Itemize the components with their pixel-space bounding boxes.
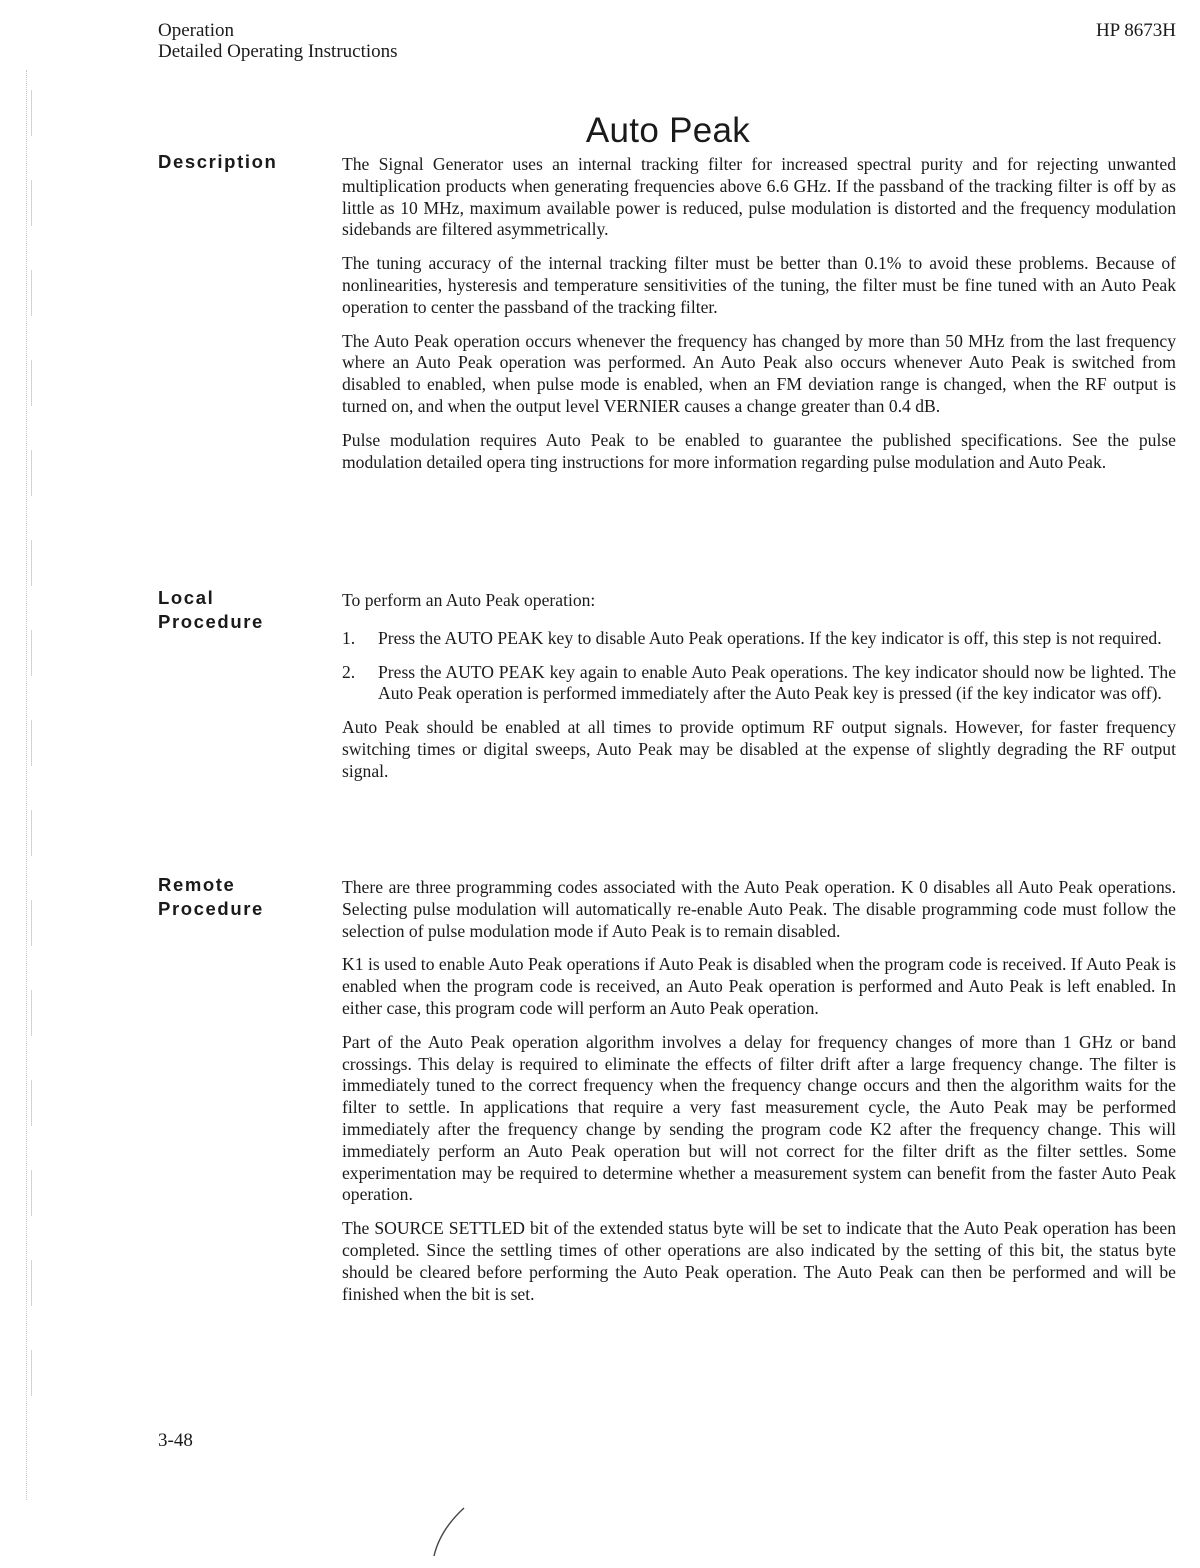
local-label-line2: Procedure [158, 611, 264, 632]
local-procedure-heading [158, 586, 308, 634]
local-procedure-body [342, 590, 1176, 795]
paragraph: The Signal Generator uses an internal tracking filter for increased spectral purity and for rejecting unwanted multiplication products when generating frequencies above 6.6 GHz. If the passband of the tracking filter is off by as little as 10 MHz, maximum available power is reduced, pulse modulation is distorted and the frequency modulation sidebands are filtered asymmetrically. [342, 154, 1176, 240]
header-subsection: Detailed Operating Instructions [158, 41, 398, 62]
pen-stroke-mark [430, 1500, 490, 1560]
list-item [342, 662, 1176, 706]
description-label: Description [158, 151, 278, 172]
local-closing: Auto Peak should be enabled at all times to provide optimum RF output signals. However, for faster frequency switching times or digital sweeps, Auto Peak may be disabled at the expense of slightly degrading the RF output signal. [342, 717, 1176, 781]
step-number: 1. [342, 627, 356, 648]
paragraph: The Auto Peak operation occurs whenever the frequency has changed by more than 50 MHz from the last frequency where an Auto Peak operation was performed. An Auto Peak also occurs whenever Auto Peak is switched from disabled to enabled, when pulse mode is enabled, when an FM deviation range is changed, when the RF output is turned on, and when the output level VERNIER causes a change greater than 0.4 dB. [342, 330, 1176, 416]
description-body [342, 154, 1176, 485]
remote-label-line2: Procedure [158, 898, 264, 919]
step-text: Press the AUTO PEAK key again to enable Auto Peak operations. The key indicator should now be lighted. The Auto Peak operation is performed immediately after the Auto Peak key is pressed (if the key indicator was off). [378, 661, 1176, 704]
list-item [342, 628, 1176, 650]
scan-binding-edge [26, 70, 39, 1500]
remote-procedure-body [342, 877, 1176, 1317]
paragraph: K1 is used to enable Auto Peak operations if Auto Peak is disabled when the program code is received. If Auto Peak is enabled when the program code is received, an Auto Peak operation is performed and Auto Peak is left enabled. In either case, this program code will perform an Auto Peak operation. [342, 954, 1176, 1018]
header-section: Operation [158, 20, 234, 41]
running-header [158, 20, 398, 62]
page-number: 3-48 [158, 1430, 193, 1451]
description-heading [158, 150, 308, 174]
paragraph: There are three programming codes associated with the Auto Peak operation. K 0 disables all Auto Peak operations. Selecting pulse modulation will automatically re-enable Auto Peak. The disable programming code must follow the selection of pulse modulation mode if Auto Peak is to remain disabled. [342, 877, 1176, 941]
step-text: Press the AUTO PEAK key to disable Auto Peak operations. If the key indicator is off, this step is not required. [378, 627, 1162, 648]
remote-label-line1: Remote [158, 874, 236, 895]
paragraph: The SOURCE SETTLED bit of the extended status byte will be set to indicate that the Auto Peak operation has been completed. Since the settling times of other operations are also indicated by the setting of this bit, the status byte should be cleared before performing the Auto Peak operation. The Auto Peak can then be performed and will be finished when the bit is set. [342, 1218, 1176, 1304]
header-model: HP 8673H [1095, 20, 1176, 41]
paragraph: The tuning accuracy of the internal tracking filter must be better than 0.1% to avoid these problems. Because of nonlinearities, hysteresis and temperature sensitivities of the tuning, the filter must be fine tuned with an Auto Peak operation to center the passband of the tracking filter. [342, 253, 1176, 317]
paragraph: Pulse modulation requires Auto Peak to be enabled to guarantee the published specifications. See the pulse modulation detailed opera ting instructions for more information regarding pulse modulation and Auto Peak. [342, 429, 1176, 472]
procedure-steps [342, 628, 1176, 705]
local-intro: To perform an Auto Peak operation: [342, 590, 596, 610]
local-label-line1: Local [158, 587, 215, 608]
page-title: Auto Peak [585, 111, 751, 151]
paragraph: Part of the Auto Peak operation algorithm involves a delay for frequency changes of more than 1 GHz or band crossings. This delay is required to eliminate the effects of filter drift after a large frequency change. The filter is immediately tuned to the correct frequency when the frequency change occurs and then the algorithm waits for the filter to settle. In applications that require a very fast measurement cycle, the Auto Peak may be performed immediately after the frequency change by sending the program code K2 after the frequency change. This will immediately perform an Auto Peak operation but will not correct for the filter drift as the filter settles. Some experimentation may be required to determine whether a measurement system can benefit from the faster Auto Peak operation. [342, 1031, 1176, 1205]
remote-procedure-heading [158, 873, 308, 921]
step-number: 2. [342, 661, 356, 682]
